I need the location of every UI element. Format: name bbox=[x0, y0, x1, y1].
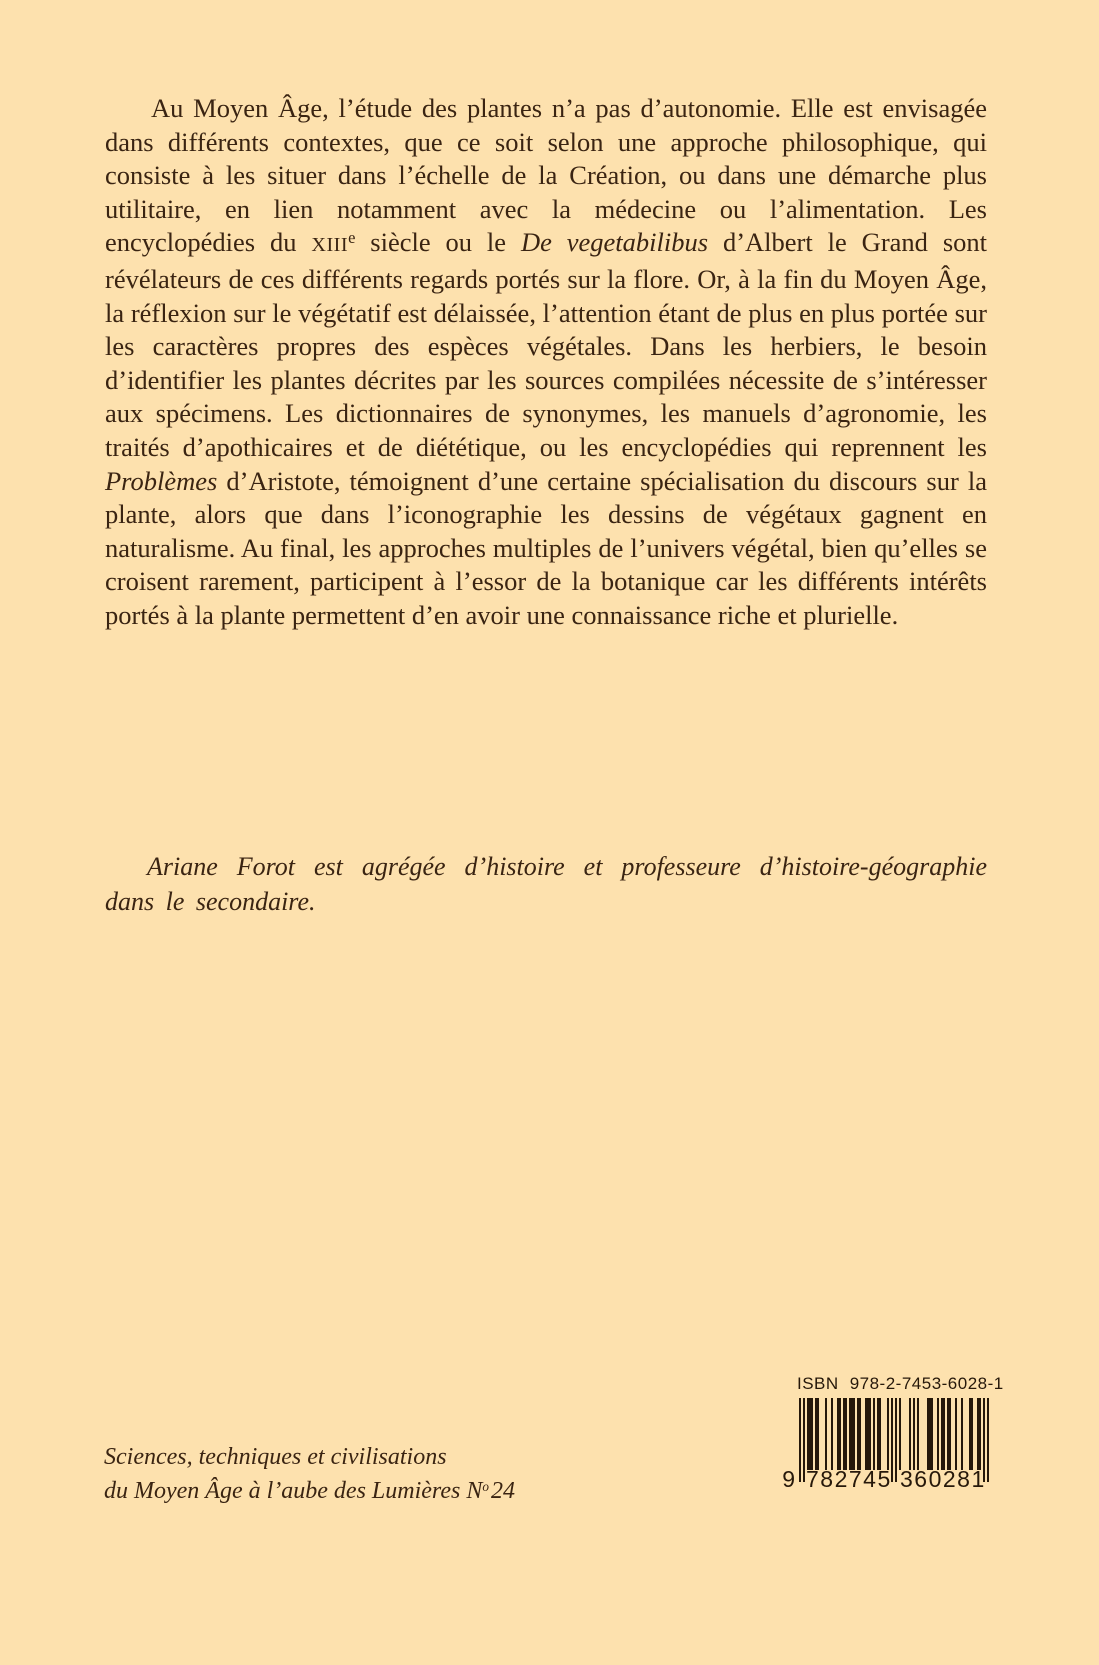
series-title: Sciences, techniques et civilisations bbox=[104, 1444, 447, 1470]
ean-right-group: 360281 bbox=[900, 1466, 986, 1492]
ean-first-digit: 9 bbox=[782, 1466, 795, 1492]
ean-digits bbox=[782, 1466, 989, 1492]
ean-left-group: 782745 bbox=[806, 1466, 892, 1492]
synopsis-text-1: Au Moyen Âge, l’étude des plantes n’a pas d’autonomie. Elle est envisagée dans différents contextes, que ce soit selon une approche philosophique, qui consiste à les situer dans l’échelle de la Création, ou dans une démarche plus utilitaire, en lien notamment avec la médecine ou l’alimentation. Les encyclopédies du bbox=[105, 93, 987, 258]
synopsis-text-2: siècle ou le bbox=[355, 227, 521, 258]
isbn-number: 978-2-7453-6028-1 bbox=[849, 1374, 1004, 1393]
century-ordinal-suffix: e bbox=[348, 228, 356, 248]
series-note bbox=[104, 1440, 515, 1511]
work-title-de-vegetabilibus: De vegetabilibus bbox=[520, 227, 709, 258]
work-title-problemes: Problèmes bbox=[105, 465, 218, 496]
isbn-line bbox=[797, 1374, 1004, 1394]
series-volume-text: du Moyen Âge à l’aube des Lumières N bbox=[104, 1478, 483, 1504]
ean-barcode-wrap bbox=[782, 1398, 991, 1510]
synopsis-text-3: d’Albert le Grand sont révélateurs de ces différents regards portés sur la flore. Or, à la fin du Moyen Âge, la réflexion sur le végétatif est délaissée, l’attention étant de plus en plus portée sur les caractères propres des espèces végétales. Dans les herbiers, le besoin d’identifier les plantes décrites par les sources compilées nécessite de s’intéresser aux spécimens. Les dictionnaires de synonymes, les manuels d’agronomie, les traités d’apothicaires et de diététique, ou les encyclopédies qui reprennent les bbox=[105, 227, 987, 462]
synopsis-paragraph bbox=[105, 92, 987, 633]
series-volume-line bbox=[104, 1474, 515, 1511]
series-volume-number: 24 bbox=[490, 1478, 515, 1504]
synopsis-text-4: d’Aristote, témoignent d’une certaine spécialisation du discours sur la plante, alors que dans l’iconographie les dessins de végétaux gagnent en naturalisme. Au final, les approches multiples de l’univers végétal, bien qu’elles se croisent rarement, participent à l’essor de la botanique car les différents intérêts portés à la plante permettent d’en avoir une connaissance riche et plurielle. bbox=[105, 465, 987, 630]
series-number-ordinal: o bbox=[482, 1479, 489, 1495]
isbn-block bbox=[782, 1374, 1004, 1510]
isbn-label: ISBN bbox=[797, 1374, 839, 1393]
century-numeral: XIII bbox=[311, 234, 349, 257]
author-bio bbox=[105, 849, 987, 919]
author-bio-text: Ariane Forot est agrégée d’histoire et professeure d’histoire-géographie dans le secondaire. bbox=[105, 852, 987, 916]
